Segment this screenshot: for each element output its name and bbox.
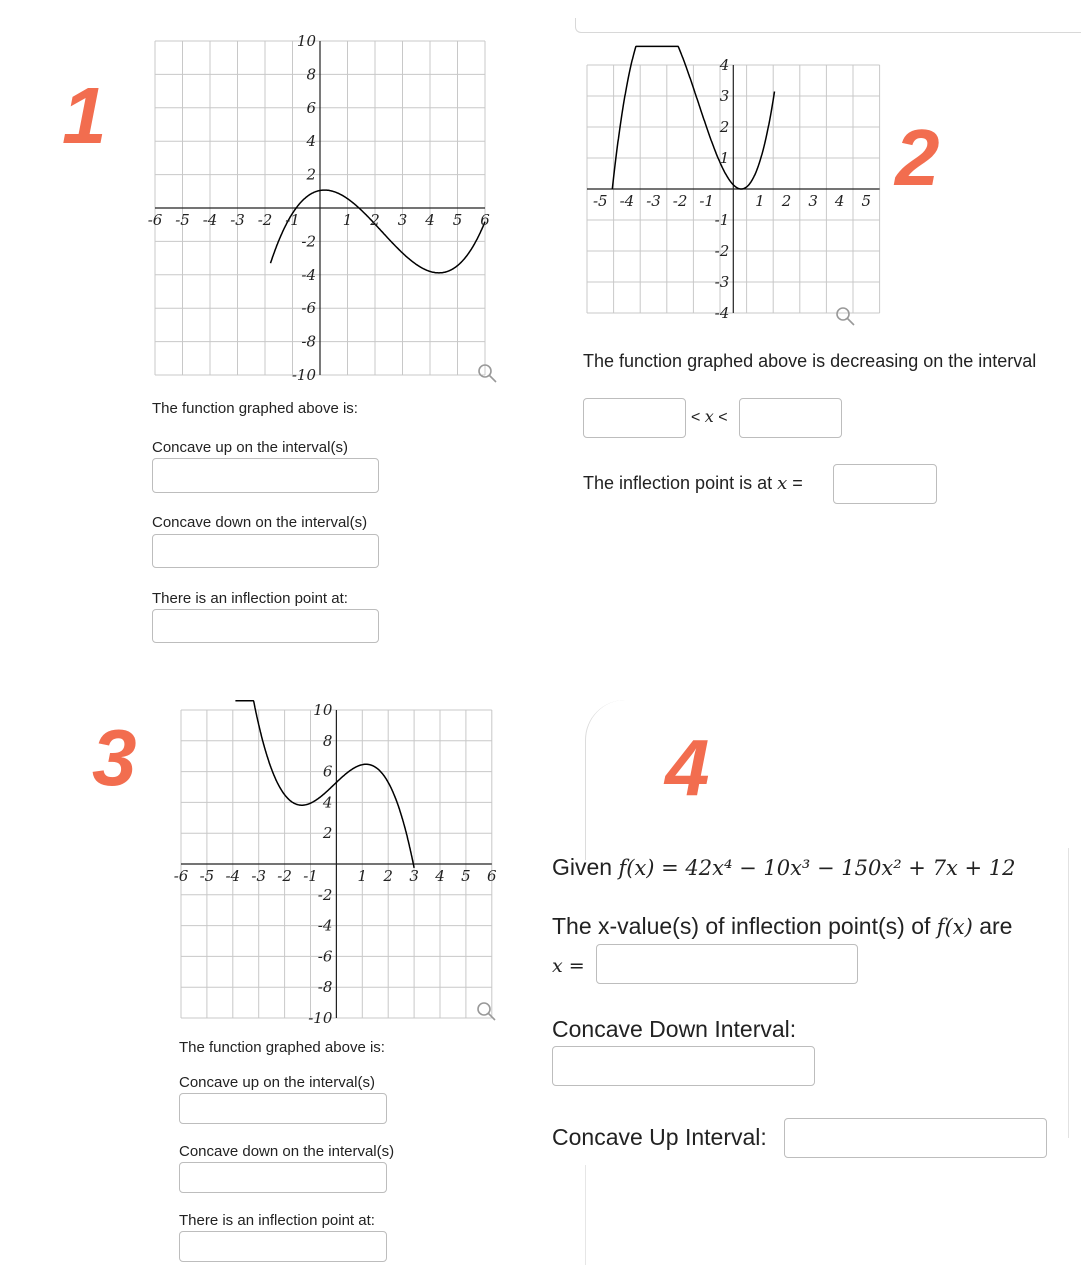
x-tick-label: -4 xyxy=(619,192,635,210)
x-tick-label: -3 xyxy=(251,867,267,885)
p1-concave-down-input[interactable] xyxy=(152,534,379,568)
p3-graph-title: The function graphed above is: xyxy=(179,1039,385,1056)
p2-left-bound-input[interactable] xyxy=(583,398,686,438)
x-tick-label: -6 xyxy=(173,867,189,885)
problem-number-1: 1 xyxy=(62,71,107,160)
x-tick-label: 1 xyxy=(342,211,353,229)
x-tick-label: 4 xyxy=(834,192,845,210)
y-tick-label: -6 xyxy=(301,299,316,318)
x-tick-label: 1 xyxy=(357,867,368,885)
p2-inflection-text: The inflection point is at xyxy=(583,473,773,493)
x-tick-label: -1 xyxy=(303,867,318,885)
p2-lt-2: < xyxy=(718,409,728,426)
p2-inflection-input[interactable] xyxy=(833,464,937,504)
p2-inflection-line xyxy=(583,473,803,494)
problem-number-3: 3 xyxy=(92,713,137,802)
y-tick-label: 6 xyxy=(306,98,316,117)
y-tick-label: -10 xyxy=(291,366,316,384)
x-tick-label: 4 xyxy=(425,211,435,229)
p1-concave-up-input[interactable] xyxy=(152,458,379,493)
y-tick-label: -2 xyxy=(714,242,730,260)
x-tick-label: 5 xyxy=(461,867,471,885)
x-tick-label: 1 xyxy=(755,192,765,210)
x-tick-label: -5 xyxy=(175,211,190,229)
p3-inflection-input[interactable] xyxy=(179,1231,387,1262)
p4-concave-up-label: Concave Up Interval: xyxy=(552,1124,767,1150)
p2-panel-edge xyxy=(575,18,1081,33)
y-tick-label: 10 xyxy=(313,701,333,719)
x-tick-label: 5 xyxy=(861,192,872,210)
p4-concave-down-input[interactable] xyxy=(552,1046,815,1086)
x-tick-label: -4 xyxy=(202,211,218,229)
x-tick-label: 2 xyxy=(370,211,380,229)
p4-x-eq: x = xyxy=(552,955,585,977)
p4-function: f(x) = 42x⁴ − 10x³ − 150x² + 7x + 12 xyxy=(618,856,1016,880)
p4-panel-edge-top xyxy=(585,700,646,860)
y-tick-label: -4 xyxy=(714,304,730,322)
y-tick-label: -2 xyxy=(317,885,333,904)
graph-1 xyxy=(140,28,510,388)
y-tick-label: 1 xyxy=(719,149,730,167)
p4-inflection-prefix: The x-value(s) of inflection point(s) of xyxy=(552,913,931,939)
x-tick-label: 3 xyxy=(808,192,818,210)
x-tick-label: 3 xyxy=(409,867,419,885)
y-tick-label: -6 xyxy=(317,947,333,966)
x-tick-label: -2 xyxy=(672,192,688,210)
y-tick-label: 2 xyxy=(322,824,333,843)
x-tick-label: -2 xyxy=(277,867,292,885)
p3-concave-up-label: Concave up on the interval(s) xyxy=(179,1074,375,1091)
x-tick-label: -2 xyxy=(257,211,273,229)
x-tick-label: 4 xyxy=(435,867,445,885)
p1-concave-down-label: Concave down on the interval(s) xyxy=(152,514,368,531)
zoom-icon[interactable] xyxy=(478,1003,495,1020)
p3-concave-down-label: Concave down on the interval(s) xyxy=(179,1143,395,1160)
p3-inflection-label: There is an inflection point at: xyxy=(179,1212,375,1229)
graph-3-curve xyxy=(235,701,414,868)
x-tick-label: -1 xyxy=(699,192,715,210)
zoom-icon[interactable] xyxy=(479,365,496,382)
y-tick-label: 6 xyxy=(322,762,333,781)
p4-given-prefix: Given xyxy=(552,854,613,880)
p3-concave-down-input[interactable] xyxy=(179,1162,387,1193)
p2-inflection-x: x xyxy=(777,473,788,494)
y-tick-label: 3 xyxy=(719,87,730,105)
x-tick-label: -5 xyxy=(199,867,215,885)
x-tick-label: 5 xyxy=(452,211,463,229)
x-tick-label: 2 xyxy=(383,867,393,885)
zoom-icon[interactable] xyxy=(837,308,854,325)
p2-inequality xyxy=(691,407,728,427)
p4-inflection-line xyxy=(552,913,1012,940)
x-tick-label: -6 xyxy=(147,211,163,229)
x-tick-label: -1 xyxy=(285,211,300,229)
p1-graph-title: The function graphed above is: xyxy=(152,400,358,417)
y-tick-label: -10 xyxy=(308,1009,333,1027)
x-tick-label: -3 xyxy=(230,211,245,229)
y-tick-label: 8 xyxy=(306,65,316,84)
p2-inflection-eq: = xyxy=(792,473,803,493)
y-tick-label: -8 xyxy=(317,978,333,997)
p4-panel-edge-bottom xyxy=(585,1165,586,1265)
p2-lt-1: < xyxy=(691,409,701,426)
x-tick-label: -4 xyxy=(225,867,241,885)
x-tick-label: 6 xyxy=(487,867,497,885)
p4-inflection-suffix: are xyxy=(979,913,1013,939)
p2-decreasing-text: The function graphed above is decreasing on the interval xyxy=(583,351,1037,371)
y-tick-label: -8 xyxy=(301,332,316,351)
y-tick-label: -2 xyxy=(301,232,316,251)
x-tick-label: 2 xyxy=(781,192,792,210)
p4-panel-edge-right xyxy=(1068,848,1069,1138)
p1-inflection-input[interactable] xyxy=(152,609,379,643)
p4-concave-down-label: Concave Down Interval: xyxy=(552,1016,797,1042)
y-tick-label: 8 xyxy=(322,731,333,750)
y-tick-label: 4 xyxy=(719,56,730,74)
y-tick-label: 10 xyxy=(296,32,316,50)
y-tick-label: 2 xyxy=(719,118,730,136)
p3-concave-up-input[interactable] xyxy=(179,1093,387,1124)
problem-number-2: 2 xyxy=(895,113,940,202)
y-tick-label: 2 xyxy=(306,165,316,184)
p4-x-values-input[interactable] xyxy=(596,944,858,984)
p1-inflection-label: There is an inflection point at: xyxy=(152,590,348,607)
p4-concave-up-input[interactable] xyxy=(784,1118,1047,1158)
y-tick-label: -1 xyxy=(714,211,730,229)
p4-given-line xyxy=(552,854,1015,881)
graph-2 xyxy=(575,40,872,340)
graph-3 xyxy=(168,695,510,1030)
y-tick-label: -3 xyxy=(714,273,730,291)
y-tick-label: 4 xyxy=(322,793,333,812)
y-tick-label: -4 xyxy=(317,916,333,935)
y-tick-label: -4 xyxy=(301,265,316,284)
x-tick-label: -5 xyxy=(592,192,608,210)
p2-right-bound-input[interactable] xyxy=(739,398,842,438)
x-tick-label: -3 xyxy=(646,192,661,210)
problem-number-4: 4 xyxy=(665,723,710,812)
y-tick-label: 4 xyxy=(306,132,316,151)
p4-inflection-fx: f(x) xyxy=(936,915,973,939)
x-tick-label: 6 xyxy=(480,211,490,229)
p1-concave-up-label: Concave up on the interval(s) xyxy=(152,439,348,456)
x-tick-label: 3 xyxy=(397,211,408,229)
p2-x: x xyxy=(704,407,714,426)
